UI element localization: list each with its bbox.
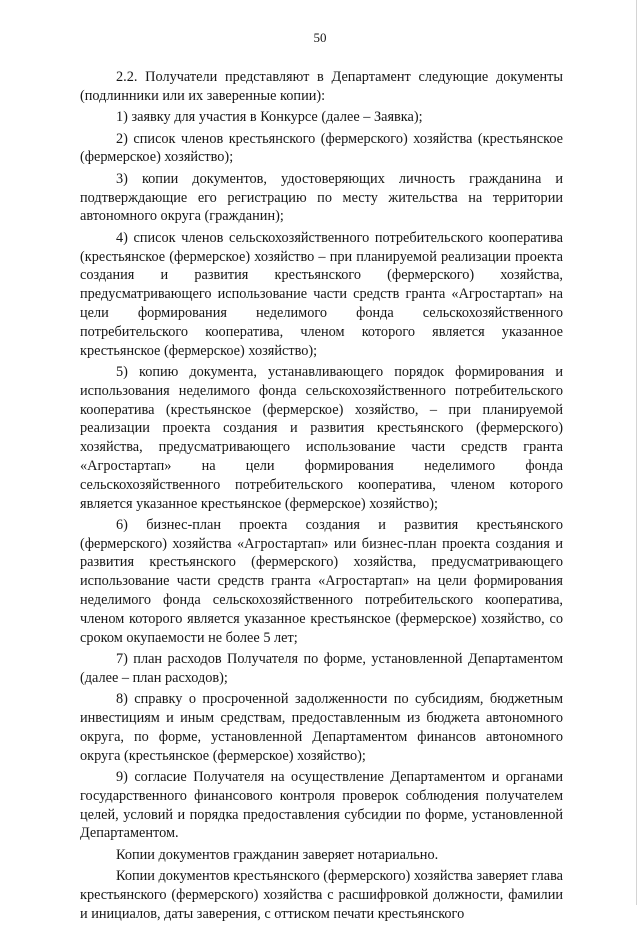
list-item-9: 9) согласие Получателя на осуществление Департаментом и органами государственного финансового контроля проверок соблюдения получателем целей, условий и порядка предоставления субсидии по форме, установленной Департаментом. [80, 769, 563, 842]
list-item-4: 4) список членов сельскохозяйственного потребительского кооператива (крестьянское (фермерское) хозяйство – при планируемой реализации проекта создания и развития крестьянского (фермерского) хозяйства, предусматривающего использование части средств гранта «Агростартап» на цели формирования неделимого фонда сельскохозяйственного потребительского кооператива, членом которого является указанное крестьянское (фермерское) хозяйство); [80, 229, 563, 359]
list-item-3: 3) копии документов, удостоверяющих личность гражданина и подтверждающие его регистрацию по месту жительства на территории автономного округа (гражданин); [80, 170, 563, 225]
citizen-certification-paragraph: Копии документов гражданин заверяет нотариально. [116, 846, 439, 863]
page-number: 50 [313, 30, 327, 45]
scan-edge-line [636, 0, 637, 905]
list-item-8: 8) справку о просроченной задолженности по субсидиям, бюджетным инвестициям и иным средствам, предоставленным из бюджета автономного округа, по форме, установленной Департаментом финансов автономного округа (крестьянское (фермерское) хозяйство); [80, 691, 563, 764]
list-item-2: 2) список членов крестьянского (фермерского) хозяйства (крестьянское (фермерское) хозяйство); [80, 130, 563, 166]
document-body [80, 68, 563, 926]
list-item-6: 6) бизнес-план проекта создания и развития крестьянского (фермерского) хозяйства «Агростартап» или бизнес-план проекта создания и развития крестьянского (фермерского) хозяйства, предусматривающего использование части средств гранта «Агростартап» на цели формирования неделимого фонда сельскохозяйственного потребительского кооператива, членом которого является указанное крестьянское (фермерское) хозяйство, со сроком окупаемости не более 5 лет; [80, 516, 563, 646]
list-item-7: 7) план расходов Получателя по форме, установленной Департаментом (далее – план расходов); [80, 651, 563, 686]
list-item-5: 5) копию документа, устанавливающего порядок формирования и использования неделимого фонда сельскохозяйственного потребительского кооператива (крестьянское (фермерское) хозяйство, – при планируемой реализации проекта создания и развития крестьянского (фермерского) хозяйства, предусматривающего использование части средств гранта «Агростартап» на цели формирования неделимого фонда сельскохозяйственного потребительского кооператива, членом которого является указанное крестьянское (фермерское) хозяйство); [80, 363, 563, 512]
farm-certification-paragraph: Копии документов крестьянского (фермерского) хозяйства заверяет глава крестьянского (фермерского) хозяйства с расшифровкой должности, фамилии и инициалов, даты заверения, с оттиском печати крестьянского [80, 868, 563, 922]
list-item-1: 1) заявку для участия в Конкурсе (далее – Заявка); [116, 109, 423, 126]
paragraph-2-2-intro: 2.2. Получатели представляют в Департамент следующие документы (подлинники или их заверенные копии): [80, 69, 563, 104]
